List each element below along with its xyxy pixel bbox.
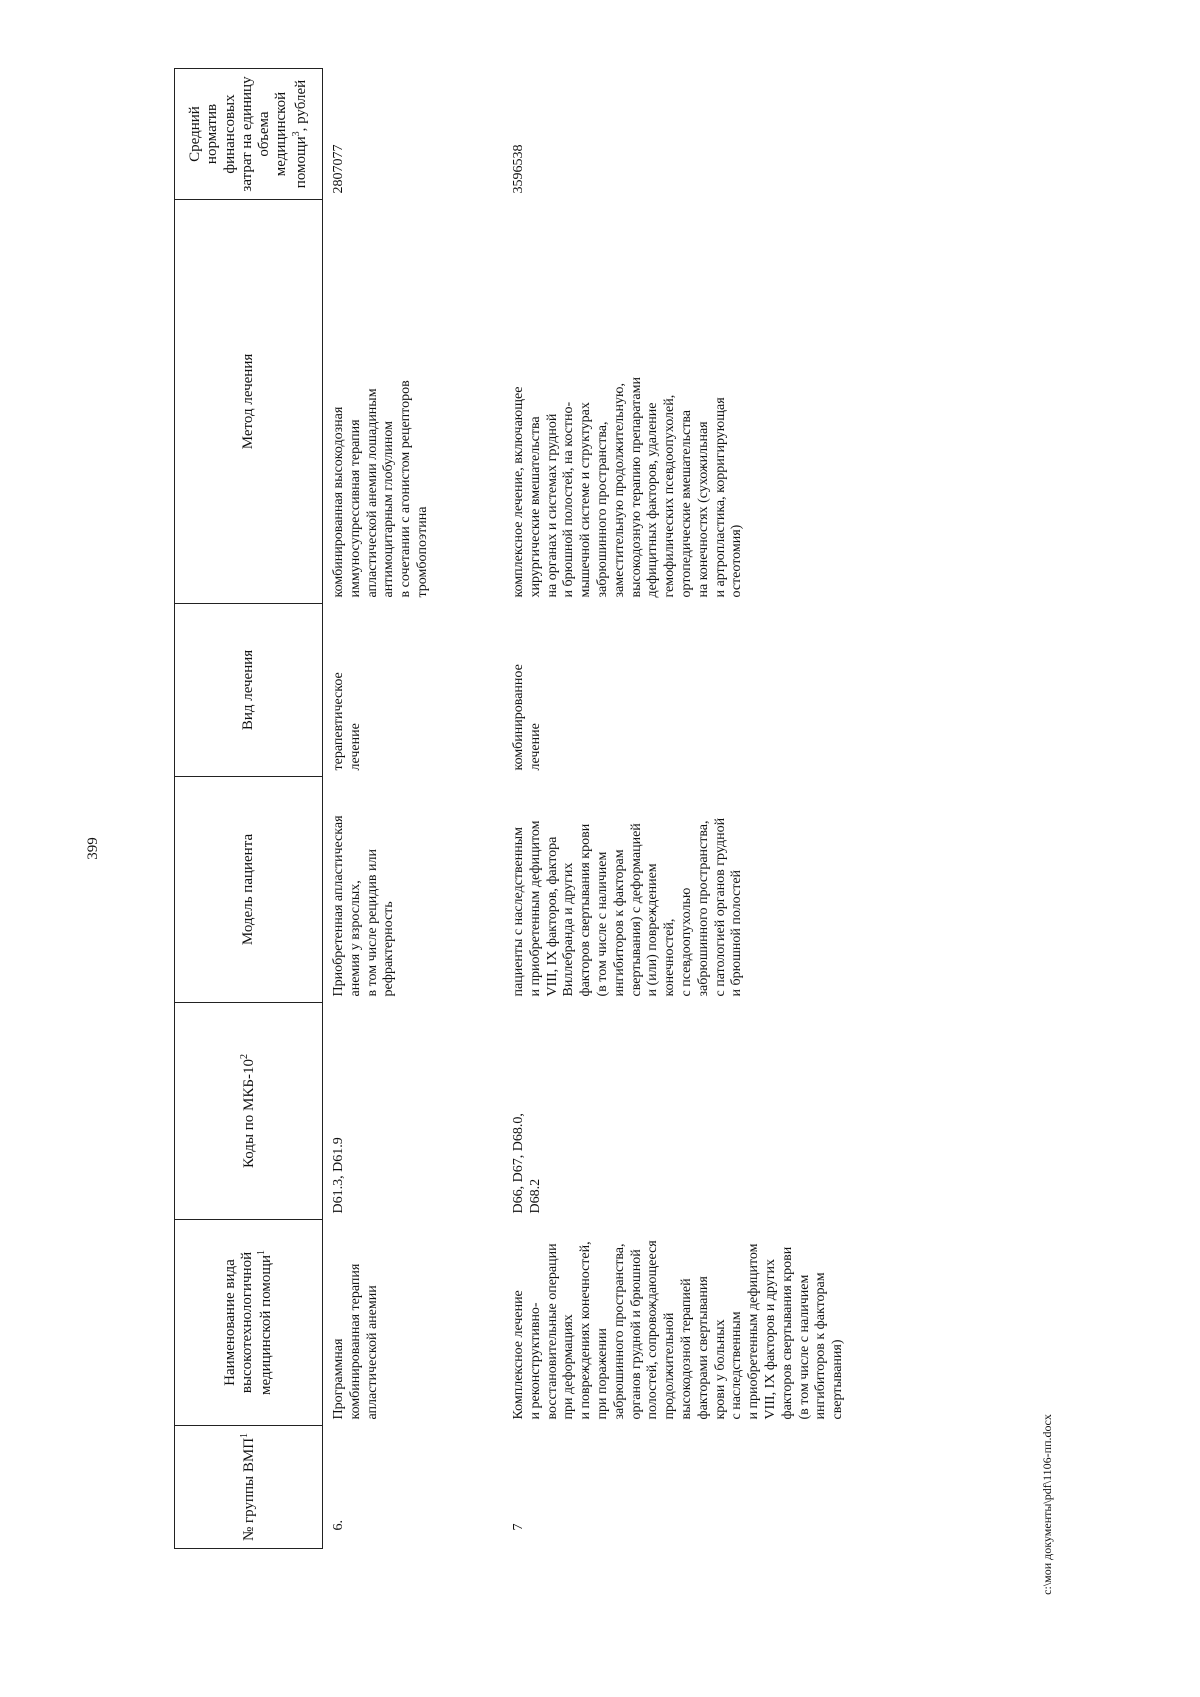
- header-icd-codes: Коды по МКБ-$10^2$: [175, 1003, 323, 1220]
- cell-vmp-name: Программная комбинированная терапия апластической анемии: [331, 1263, 380, 1420]
- cell-icd-codes: D61.3, D61.9: [331, 1137, 346, 1214]
- cell-treatment-method: комбинированная высокодозная иммуносупрессивная терапия апластической анемии лошадиным антимоцитарным глобулином в сочетании с агонистом рецепторов тромбопоэтина: [331, 380, 430, 598]
- header-group-no: № группы ВМП$^1$: [175, 1426, 323, 1549]
- page-number: [78, 0, 108, 1697]
- table-body: [323, 69, 857, 1549]
- table-row: [323, 69, 502, 1549]
- footer-file-path-text: c:\мои документы\pdf\1106-пп.docx: [1039, 1414, 1054, 1595]
- cell-treatment-kind: комбинированное лечение: [511, 664, 543, 771]
- cell-average-cost: 3596538: [511, 144, 526, 194]
- cell-treatment-method: комплексное лечение, включающее хирургические вмешательства на органах и системах грудной и брюшной полостей, на костно- мышечной системе и структурах забрюшинного пространства, заместительную продолжительную, высокодозную терапию препаратами дефицитных факторов, удаление гемофилических псевдоопухолей, ортопедические вмешательства на конечностях (сухожильная и артропластика, корригирующая остеотомия): [511, 377, 745, 598]
- page-number-text: 399: [84, 837, 101, 860]
- cell-icd-codes: D66, D67, D68.0, D68.2: [511, 1113, 543, 1214]
- header-average-cost: Средний норматив финансовых затрат на единицу объема медицинской помощи$^3$, рублей: [175, 69, 323, 200]
- cell-group-no: 6.: [331, 1520, 346, 1531]
- header-treatment-method: Метод лечения: [175, 200, 323, 604]
- cell-average-cost: 2807077: [331, 144, 346, 194]
- cell-patient-model: пациенты с наследственным и приобретенным дефицитом VIII, IX факторов, фактора Виллебранда и других факторов свертывания крови (в том числе с наличием ингибиторов к факторам свертывания) с деформацией и (или) повреждением конечностей, с псевдоопухолью забрюшинного пространства, с патологией органов грудной и брюшной полостей: [511, 817, 745, 997]
- header-patient-model: Модель пациента: [175, 777, 323, 1003]
- rotated-table-frame: [174, 69, 1024, 1549]
- cell-patient-model: Приобретенная апластическая анемия у взрослых, в том числе рецидив или рефрактерность: [331, 815, 397, 997]
- header-treatment-kind: Вид лечения: [175, 604, 323, 777]
- cell-vmp-name: Комплексное лечение и реконструктивно- восстановительные операции при деформациях и повреждениях конечностей, при поражении забрюшинного пространства, органов грудной и брюшной полостей, сопровождающееся продолжительной высокодозной терапией факторами свертывания крови у больных с наследственным и приобретенным дефицитом VIII, IX факторов и других факторов свертывания крови (в том числе с наличием ингибиторов к факторам свертывания): [511, 1240, 846, 1420]
- cell-group-no: 7: [511, 1523, 526, 1531]
- footer-file-path: [1036, 0, 1058, 1697]
- cell-treatment-kind: терапевтическое лечение: [331, 672, 363, 771]
- table-header: [175, 69, 323, 1549]
- header-vmp-name: Наименование вида высокотехнологичной медицинской помощи$^1$: [175, 1220, 323, 1426]
- table-row: [501, 69, 857, 1549]
- table-container: [174, 69, 1024, 1549]
- header-row: [175, 69, 323, 1549]
- vmp-table: [174, 68, 857, 1549]
